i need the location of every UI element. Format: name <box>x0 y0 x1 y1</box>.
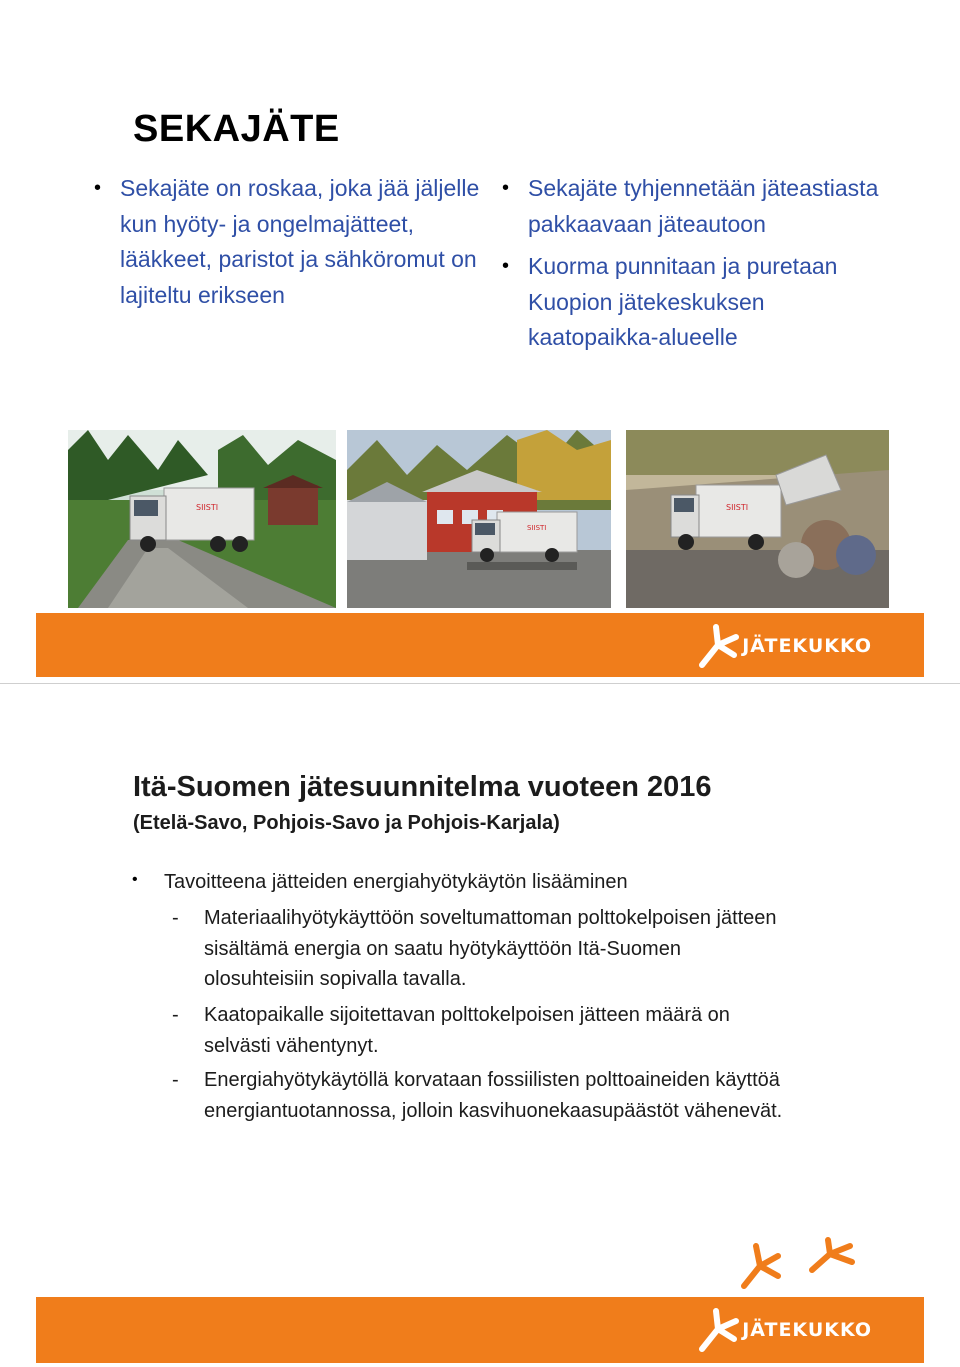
right-bullet-list <box>500 171 895 363</box>
slide-divider <box>0 683 960 684</box>
slide2-title: Itä-Suomen jätesuunnitelma vuoteen 2016 <box>133 771 712 803</box>
photo-truck-road <box>68 430 336 608</box>
dash-item-1 <box>172 903 782 995</box>
truck-logo-3: SIISTI <box>726 503 749 512</box>
slide2-subtitle: (Etelä-Savo, Pohjois-Savo ja Pohjois-Karjala) <box>133 812 560 834</box>
slide2-footer <box>36 1297 924 1363</box>
bird-foot-icon <box>808 1236 858 1276</box>
dash-item-2 <box>172 1000 782 1061</box>
dash-mark: - <box>172 1004 179 1026</box>
slide1-title: SEKAJÄTE <box>133 108 340 150</box>
photo-truck-building <box>347 430 611 608</box>
footer-logo-2: JÄTEKUKKO <box>742 1319 872 1341</box>
dash-text-3: Energiahyötykäytöllä korvataan fossiilisten polttoaineiden käyttöä energiantuotannossa, jolloin kasvihuonekaasupäästöt vähenevät. <box>204 1069 783 1122</box>
left-bullet-1: • Sekajäte on roskaa, joka jää jäljelle kun hyöty- ja ongelmajätteet, lääkkeet, paristot ja sähköromut on lajiteltu erikseen <box>92 171 482 313</box>
slide2-bullet-list <box>130 871 628 901</box>
photo-truck-landfill <box>626 430 889 608</box>
right-bullet-2: • Kuorma punnitaan ja puretaan Kuopion jätekeskuksen kaatopaikka-alueelle <box>500 249 895 356</box>
truck-logo-2: SIISTI <box>527 524 547 532</box>
bird-foot-icon <box>738 1240 786 1292</box>
right-bullet-1: • Sekajäte tyhjennetään jäteastiasta pakkaavaan jäteautoon <box>500 171 895 242</box>
dash-mark: - <box>172 907 179 929</box>
slide2-bullet-1: • Tavoitteena jätteiden energiahyötykäytön lisääminen <box>130 871 628 894</box>
dash-item-3 <box>172 1065 782 1126</box>
dash-text-1: Materiaalihyötykäyttöön soveltumattoman polttokelpoisen jätteen sisältämä energia on saatu hyötykäyttöön Itä-Suomen olosuhteisiin sopivalla tavalla. <box>204 907 777 990</box>
slide1-footer <box>36 613 924 677</box>
truck-logo-1: SIISTI <box>196 503 219 512</box>
dash-mark: - <box>172 1069 179 1091</box>
footer-logo-1: JÄTEKUKKO <box>742 635 872 657</box>
left-bullet-list <box>92 171 482 320</box>
dash-text-2: Kaatopaikalle sijoitettavan polttokelpoisen jätteen määrä on selvästi vähentynyt. <box>204 1004 730 1057</box>
bird-foot-icon <box>696 623 742 669</box>
bird-foot-icon <box>696 1307 742 1353</box>
